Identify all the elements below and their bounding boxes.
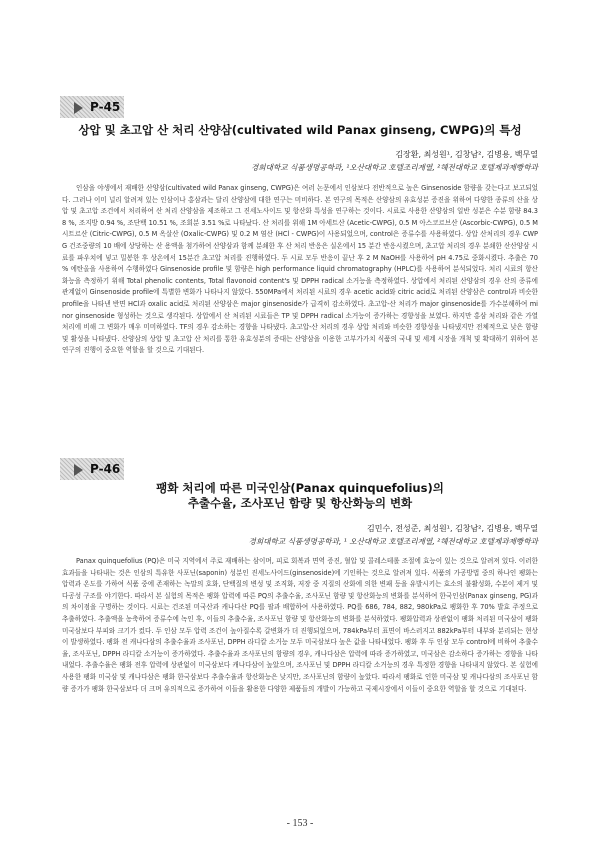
abstract: Panax quinquefolius (PQ)은 미국 지역에서 주로 재배하는 삼이며, 피로 회복과 면역 증진, 혈압 및 콜레스테롤 조절에 효능이 있는 것으로 알려져 있다. 이러한 효과들을 나타내는 것은 인삼의 특유한 사포닌(saponin) 성분인 진세노사이드(ginsenoside)에 기인하는 것으로 알려져 있다. 식품의 가공방법 중의 하나인 팽화는 압력과 온도를 가하여 식품 중에 존재하는 녹말의 호화, 단백질의 변성 및 조직화, 저장 중 지질의 산화에 의한 변패 등을 유발시키는 효소의 불활성화, 수분이 제거 및 다공성 구조를 야기한다. 따라서 본 실험의 목적은 팽화 압력에 따른 PQ의 추출수율, 조사포닌 함량 및 항산화능의 변화를 분석하여 한국인삼(Panax ginseng, PG)과의 차이점을 구명하는 것이다. 시료는 건조된 미국산과 캐나다산 PQ를 팔과 배합하여 사용하였다. PQ를 686, 784, 882, 980kPa로 팽화한 후 70% 발효 주정으로 추출하였다. 추출액을 농축하여 증류수에 녹인 후, 이들의 추출수율, 조사포닌 함량 및 항산화능의 변화를 분석하였다. 팽화압력과 상관없이 팽화 처리된 미국삼이 팽화 미국삼보다 부피와 크기가 컸다. 두 인삼 모두 압력 조건이 높아질수록 갈변화가 더 진행되었으며, 784kPa부터 표면이 바스러지고 882kPa부터 내부와 분리되는 현상이 발생하였다. 팽화 전 캐나다삼의 추출수율과 조사포닌, DPPH 라디칼 소거능 모두 미국삼보다 높은 값을 나타내었다. 팽화 후 두 인삼 모두 control에 비하여 추출수율, 조사포닌, DPPH 라디칼 소거능이 증가하였다. 추출수율과 조사포닌의 함량의 경우, 캐나다삼은 압력에 따라 증가하였고, 미국삼은 감소하다 증가하는 경향을 나타내었다. 추출수율은 팽화 전후 압력에 상관없이 미국삼보다 캐나다삼이 높았으며, 조사포닌 및 DPPH 라디칼 소거능의 경우 특정한 경향을 나타내지 않았다. 본 실험에 사용한 팽화 미국삼 및 캐나다삼은 팽화 한국삼보다 추출수율과 항산화능은 낮지만, 조사포닌의 함량이 높았다. 따라서 팽화로 인한 미국삼 및 캐나다삼의 조사포닌 함량 증가가 팽화 한국삼보다 더 크며 유의적으로 증가하여 이들을 활용한 다양한 제품들의 개발이 가능하고 국제시장에서 이들이 중요한 역할을 할 것으로 기대된다. bbox=[62, 557, 538, 693]
authors: 김민수, 전성준, 최성원¹, 김창남², 김병용, 백무열 bbox=[367, 524, 538, 533]
triangle-icon bbox=[74, 464, 83, 476]
tag-label: P-45 bbox=[90, 100, 121, 114]
tag-label: P-46 bbox=[90, 462, 121, 476]
authors: 김장환, 최성원¹, 김창남², 김병용, 백무열 bbox=[395, 150, 538, 159]
article-title bbox=[60, 481, 540, 511]
abstract: 인삼을 야생에서 재배한 산양삼(cultivated wild Panax ginseng, CWPG)은 여러 논문에서 인삼보다 전반적으로 높은 Ginsenoside 함량을 갖는다고 보고되었다. 그러나 이미 널리 알려져 있는 인삼이나 홍삼과는 달리 산양삼에 대한 연구는 미비하다. 본 연구의 목적은 산양삼의 유효성분 증진을 위하여 다양한 종류의 산을 상압 및 초고압 조건에서 처리하여 산 처리 산양삼을 제조하고 그 진세노사이드 및 항산화 특성을 연구하는 것이다. 시료로 사용한 산양삼의 일반 성분은 수분 함량 84.38 %, 조지방 0.94 %, 조단백 10.51 %, 조회분 3.51 %로 나타났다. 산 처리를 위해 1M 아세트산 (Acetic-CWPG), 0.5 M 아스코르브산 (Ascorbic-CWPG), 0.5 M 시트르산 (Citric-CWPG), 0.5 M 옥살산 (Oxalic-CWPG) 및 0.2 M 염산 (HCl - CWPG)이 사용되었으며, control은 증류수를 사용하였다. 상압 산처리의 경우 CWPG 건조중량의 10 배에 상당하는 산 용액을 첨가하여 산양삼과 함께 분쇄한 후 산 처리 반응은 실온에서 15 분간 반응시켰으며, 초고압 처리의 경우 분쇄한 산산양삼 시료를 파우치에 넣고 밀봉한 후 상온에서 15분간 초고압 처리를 진행하였다. 두 시료 모두 반응이 끝난 후 2 M NaOH를 사용하여 pH 4.75로 중화시켰다. 추출은 70 % 에탄올을 사용하여 수행하였다 Ginsenoside profile 및 함량은 high performance liquid chromatography (HPLC)를 사용하여 분석되었다. 처리 시료의 항산화능을 측정하기 위해 Total phenolic contents, Total flavonoid content's 및 DPPH radical 소거능을 측정하였다. 상압에서 처리된 산양삼의 경우 산의 종류에 관계없이 Ginsenoside profile에 특별한 변화가 나타나지 않았다. 550MPa에서 처리된 시료의 경우 acetic acid와 citric acid로 처리된 산양삼은 control과 비슷한 profile을 나타낸 반면 HCl과 oxalic acid로 처리된 산양삼은 major ginsenoside가 급격히 감소하였다. 초고압-산 처리가 major ginsenoside를 가수분해하여 minor ginsenoside 형성하는 것으로 생각된다. 상압에서 산 처리된 시료들은 TP 및 DPPH radical 소거능이 증가하는 경향성을 보였다. 하지만 홍삼 처리와 같은 가열처리에 비해 그 변화가 매우 미미하였다. TF의 경우 감소하는 경향을 나타냈다. 초고압-산 처리의 경우 상압 처리와 비슷한 경향성을 나타냈지만 전체적으로 낮은 함량 및 활성을 나타냈다. 산양삼의 상압 및 초고압 산 처리를 통한 유효성분의 증대는 산양삼을 이용한 고부가가치 식품의 국내 및 세계 시장을 개척 및 확대하기 위하여 본 연구의 진행이 중요한 역할을 할 것으로 기대된다. bbox=[62, 184, 538, 355]
affiliation: 경희대학교 식품생명공학과, ¹오산대학교 호텔조리계열, ²해전대학교 호텔제과제빵학과 bbox=[250, 163, 538, 172]
section-tag-p45 bbox=[60, 96, 124, 118]
title-line: 팽화 처리에 따른 미국인삼(Panax quinquefolius)의 bbox=[156, 481, 444, 495]
article-title bbox=[60, 123, 540, 138]
triangle-icon bbox=[74, 102, 83, 114]
affiliation: 경희대학교 식품생명공학과, ¹ 오산대학교 호텔조리계열, ²해전대학교 호텔제과제빵학과 bbox=[248, 537, 538, 546]
title-line: 추출수율, 조사포닌 함량 및 항산화능의 변화 bbox=[187, 496, 413, 510]
section-tag-p46 bbox=[60, 458, 124, 480]
title-line: 상압 및 초고압 산 처리 산양삼(cultivated wild Panax ginseng, CWPG)의 특성 bbox=[78, 123, 522, 137]
page-number: - 153 - bbox=[286, 818, 314, 829]
